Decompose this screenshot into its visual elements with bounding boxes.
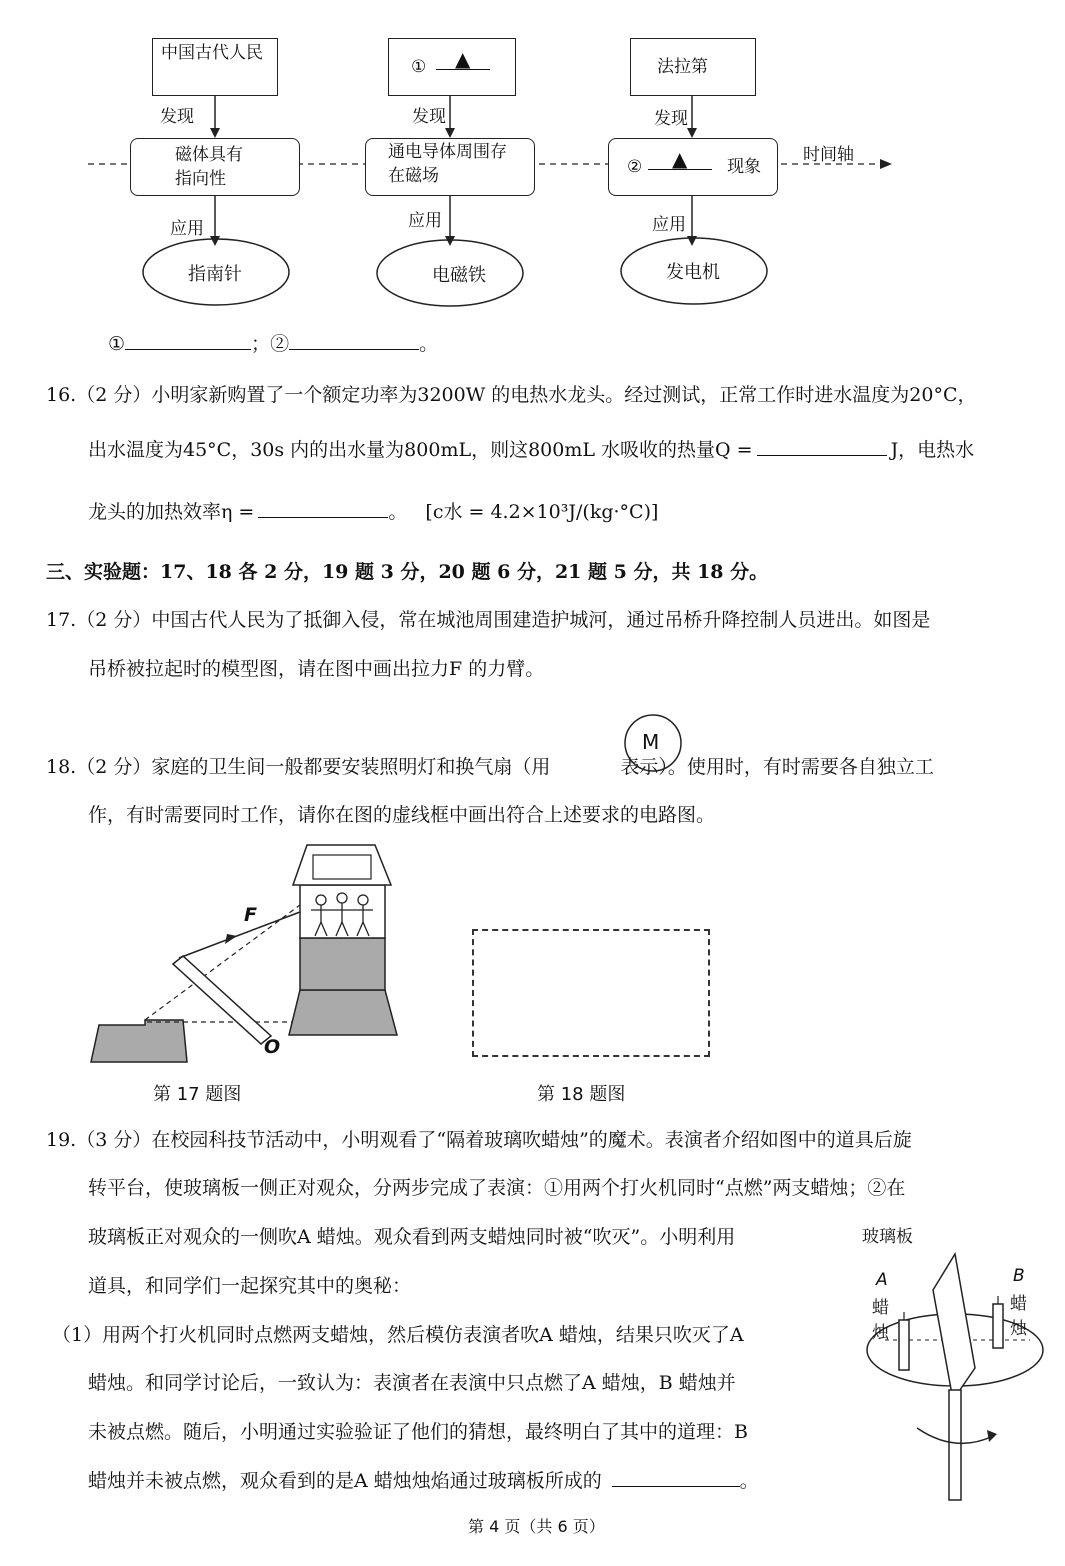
q16-formula: [c水 = 4.2×10³J/(kg·°C)] [425, 501, 659, 523]
q16-text-1: 小明家新购置了一个额定功率为3200W 的电热水龙头。经过测试，正常工作时进水温度为20°C， [151, 384, 977, 406]
fig-A-letter: A [876, 1270, 888, 1290]
answer-2-blank[interactable] [289, 333, 419, 350]
fact-mark-3: ▲ [648, 149, 712, 170]
fact-box-3 [608, 138, 778, 196]
circuit-drawing-area[interactable] [472, 929, 710, 1057]
q19-blank-image[interactable] [612, 1470, 740, 1487]
device-1: 指南针 [188, 264, 242, 285]
fact-suffix-3: 现象 [727, 157, 762, 177]
q19-text-4b: 。 [739, 1470, 759, 1492]
tower-middle [300, 938, 385, 990]
q16-number: 16.（2 分） [46, 384, 152, 406]
q17-line2: 吊桥被拉起时的模型图，请在图中画出拉力F 的力臂。 [88, 658, 545, 680]
device-2: 电磁铁 [432, 265, 486, 286]
candle-B [993, 1304, 1003, 1348]
apply-label-3: 应用 [652, 215, 686, 235]
fact-num-3: ② [627, 157, 643, 177]
section3-title: 三、实验题：17、18 各 2 分，19 题 3 分，20 题 6 分，21 题 5 分，共 18 分。 [46, 561, 769, 583]
q16-text-3a: 龙头的加热效率η = [88, 501, 255, 523]
page-footer: 第 4 页（共 6 页） [468, 1517, 605, 1536]
rope-line [179, 912, 300, 958]
q18-text-1b: 表示）。使用时，有时需要各自独立工 [620, 756, 934, 778]
discover-label-3: 发现 [654, 109, 688, 129]
q17-line1 [46, 608, 930, 632]
q19-line2: 转平台，使玻璃板一侧正对观众，分两步完成了表演：①用两个打火机同时“点燃”两支蜡烛；②在 [88, 1177, 906, 1199]
q16-line3 [88, 500, 658, 524]
answer-2-num: ② [270, 333, 290, 355]
q19-line4: 道具，和同学们一起探究其中的奥秘： [88, 1275, 412, 1297]
who-num-2: ① [411, 57, 427, 77]
label-F: F [244, 904, 257, 926]
q16-text-2a: 出水温度为45°C，30s 内的出水量为800mL，则这800mL 水吸收的热量Q = [88, 439, 753, 461]
q16-line1 [46, 383, 977, 407]
q17-text-1: 中国古代人民为了抵御入侵，常在城池周围建造护城河，通过吊桥升降控制人员进出。如图是 [151, 609, 931, 631]
q19-sub1-line3: 未被点燃。随后，小明通过实验验证了他们的猜想，最终明白了其中的道理：B [88, 1421, 748, 1443]
glass-plate [933, 1254, 975, 1400]
who-box-3: 法拉第 [630, 38, 756, 96]
motor-letter: M [642, 730, 660, 754]
q19-number: 19.（3 分） [46, 1129, 152, 1151]
q19-sub1-line2: 蜡烛。和同学讨论后，一致认为：表演者在表演中只点燃了A 蜡烛，B 蜡烛并 [88, 1372, 736, 1394]
bridge-plank [173, 956, 271, 1044]
figure-17-drawbridge [85, 840, 405, 1070]
q16-line2 [88, 438, 974, 462]
shaft [949, 1390, 961, 1500]
who-box-2 [388, 38, 516, 96]
answer-end: 。 [419, 333, 439, 355]
device-3: 发电机 [666, 262, 720, 283]
fig-A-text1: 蜡 [872, 1298, 889, 1318]
timeline-label: 时间轴 [803, 145, 854, 165]
answer-1-blank[interactable] [125, 333, 251, 350]
q19-sub1-line1: （1）用两个打火机同时点燃两支蜡烛，然后模仿表演者吹A 蜡烛，结果只吹灭了A [52, 1324, 744, 1346]
fact-text-2: 通电导体周围存在磁场 [388, 142, 507, 186]
q19-line1 [46, 1128, 912, 1152]
apply-label-2: 应用 [408, 211, 442, 231]
fig-B-letter: B [1013, 1266, 1025, 1286]
fact-text-1: 磁体具有指向性 [175, 145, 243, 189]
q16-text-2b: J，电热水 [890, 439, 975, 461]
caption-18: 第 18 题图 [537, 1084, 626, 1105]
q19-text-1: 在校园科技节活动中，小明观看了“隔着玻璃吹蜡烛”的魔术。表演者介绍如图中的道具后旋 [151, 1129, 912, 1151]
fact-box-1 [130, 138, 300, 196]
q18-line1 [46, 755, 934, 779]
q16-blank-efficiency[interactable] [258, 501, 388, 518]
discover-label-2: 发现 [412, 107, 446, 127]
q18-line2: 作，有时需要同时工作，请你在图的虚线框中画出符合上述要求的电路图。 [88, 804, 716, 826]
who-box-1: 中国古代人民 [152, 38, 278, 96]
q16-text-3b: 。 [388, 501, 408, 523]
q19-line3: 玻璃板正对观众的一侧吹A 蜡烛。观众看到两支蜡烛同时被“吹灭”。小明利用 [88, 1226, 736, 1248]
discover-label-1: 发现 [160, 107, 194, 127]
tower-base [289, 990, 397, 1035]
fig-glass-label: 玻璃板 [862, 1227, 913, 1247]
answer-sep: ； [251, 333, 271, 355]
q19-text-4a: 蜡烛并未被点燃，观众看到的是A 蜡烛烛焰通过玻璃板所成的 [88, 1470, 602, 1492]
label-O: O [264, 1036, 281, 1058]
caption-17: 第 17 题图 [153, 1084, 242, 1105]
q18-text-1a: 家庭的卫生间一般都要安装照明灯和换气扇（用 [151, 756, 551, 778]
fig-B-text2: 烛 [1010, 1319, 1027, 1339]
answer-1-num: ① [108, 333, 126, 355]
q19-sub1-line4 [88, 1469, 759, 1493]
q17-number: 17.（2 分） [46, 609, 152, 631]
candle-A [899, 1320, 909, 1370]
q18-number: 18.（2 分） [46, 756, 152, 778]
q16-blank-heat[interactable] [757, 439, 887, 456]
apply-label-1: 应用 [170, 219, 204, 239]
q15-answer-line [108, 332, 438, 356]
fact-box-2 [365, 138, 535, 196]
fig-B-text1: 蜡 [1010, 1294, 1027, 1314]
fig-A-text2: 烛 [872, 1323, 889, 1343]
ground-block [91, 1020, 187, 1062]
who-mark-2: ▲ [436, 49, 490, 70]
